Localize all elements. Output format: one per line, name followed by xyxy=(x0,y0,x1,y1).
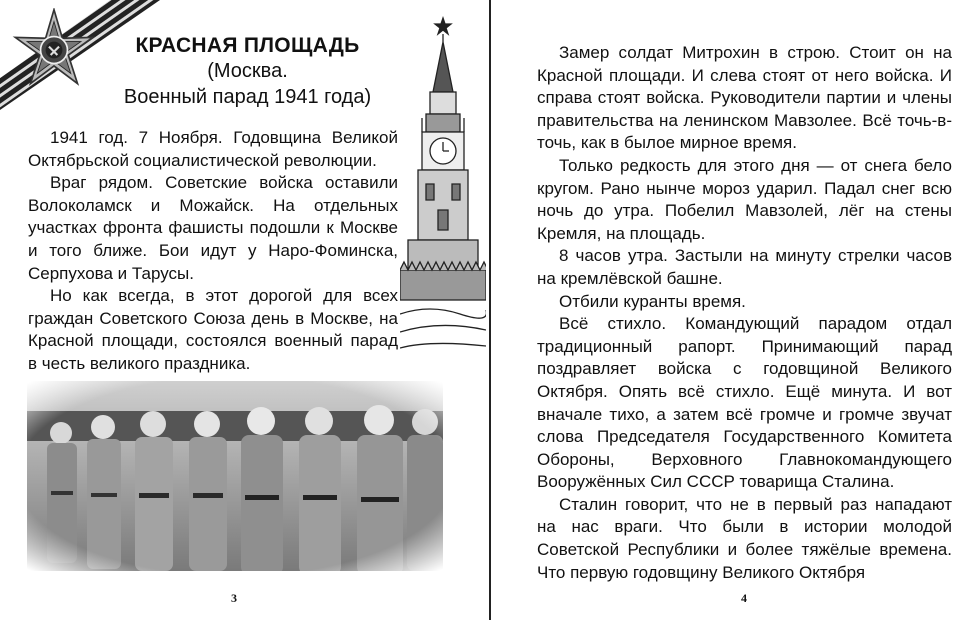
article-subtitle-line2: Военный парад 1941 года) xyxy=(123,86,372,108)
left-page-text xyxy=(28,127,398,376)
right-page xyxy=(491,0,978,620)
paragraph: Враг рядом. Советские войска оставили Волоколамск и Можайск. На отдельных участках фронта фашисты подошли к Москве и того ближе. Бои идут у Наро-Фоминска, Серпухова и Тарусы. xyxy=(28,173,398,283)
paragraph: Сталин говорит, что не в первый раз нападают на нас враги. Что были в истории молодой Советской Республики и более тяжёлые времена. Что первую годовщину Великого Октября xyxy=(537,494,952,582)
paragraph: Всё стихло. Командующий парадом отдал традиционный рапорт. Принимающий парад поздравляет войска с годовщиной Великого Октября. Опять всё стихло. Ещё минута. И вот вначале тихо, а затем всё громче и громче звучат слова Председателя Государственного Комитета Обороны, Верховного Главнокомандующего Вооружённых Сил СССР товарища Сталина. xyxy=(537,314,952,492)
page-number: 3 xyxy=(231,591,237,605)
paragraph: Но как всегда, в этот дорогой для всех граждан Советского Союза день в Москве, на Красной площади, состоялся военный парад в честь великого праздника. xyxy=(28,286,398,373)
kremlin-tower-illustration xyxy=(400,14,486,354)
paragraph: Только редкость для этого дня — от снега бело кругом. Рано нынче мороз ударил. Падал снег всю ночь до утра. Побелил Мавзолей, лёг на стены Кремля, на площадь. xyxy=(537,155,952,243)
paragraph: Замер солдат Митрохин в строю. Стоит он на Красной площади. И слева стоят от него войска. И справа стоят войска. Руководители партии и члены правительства на ленинском Мавзолее. Всё точь-в-точь, как в былое мирное время. xyxy=(537,43,952,153)
order-star-icon xyxy=(12,8,96,92)
page-number: 4 xyxy=(741,591,747,605)
right-page-text xyxy=(537,42,952,584)
article-title: КРАСНАЯ ПЛОЩАДЬ xyxy=(135,34,360,57)
paragraph: 8 часов утра. Застыли на минуту стрелки часов на кремлёвской башне. xyxy=(537,246,952,288)
paragraph: 1941 год. 7 Ноября. Годовщина Великой Октябрьской социалистической революции. xyxy=(28,128,398,170)
article-heading xyxy=(105,34,390,110)
article-subtitle-line1: (Москва. xyxy=(207,60,288,82)
paragraph: Отбили куранты время. xyxy=(559,291,746,311)
parade-photo xyxy=(27,381,443,571)
